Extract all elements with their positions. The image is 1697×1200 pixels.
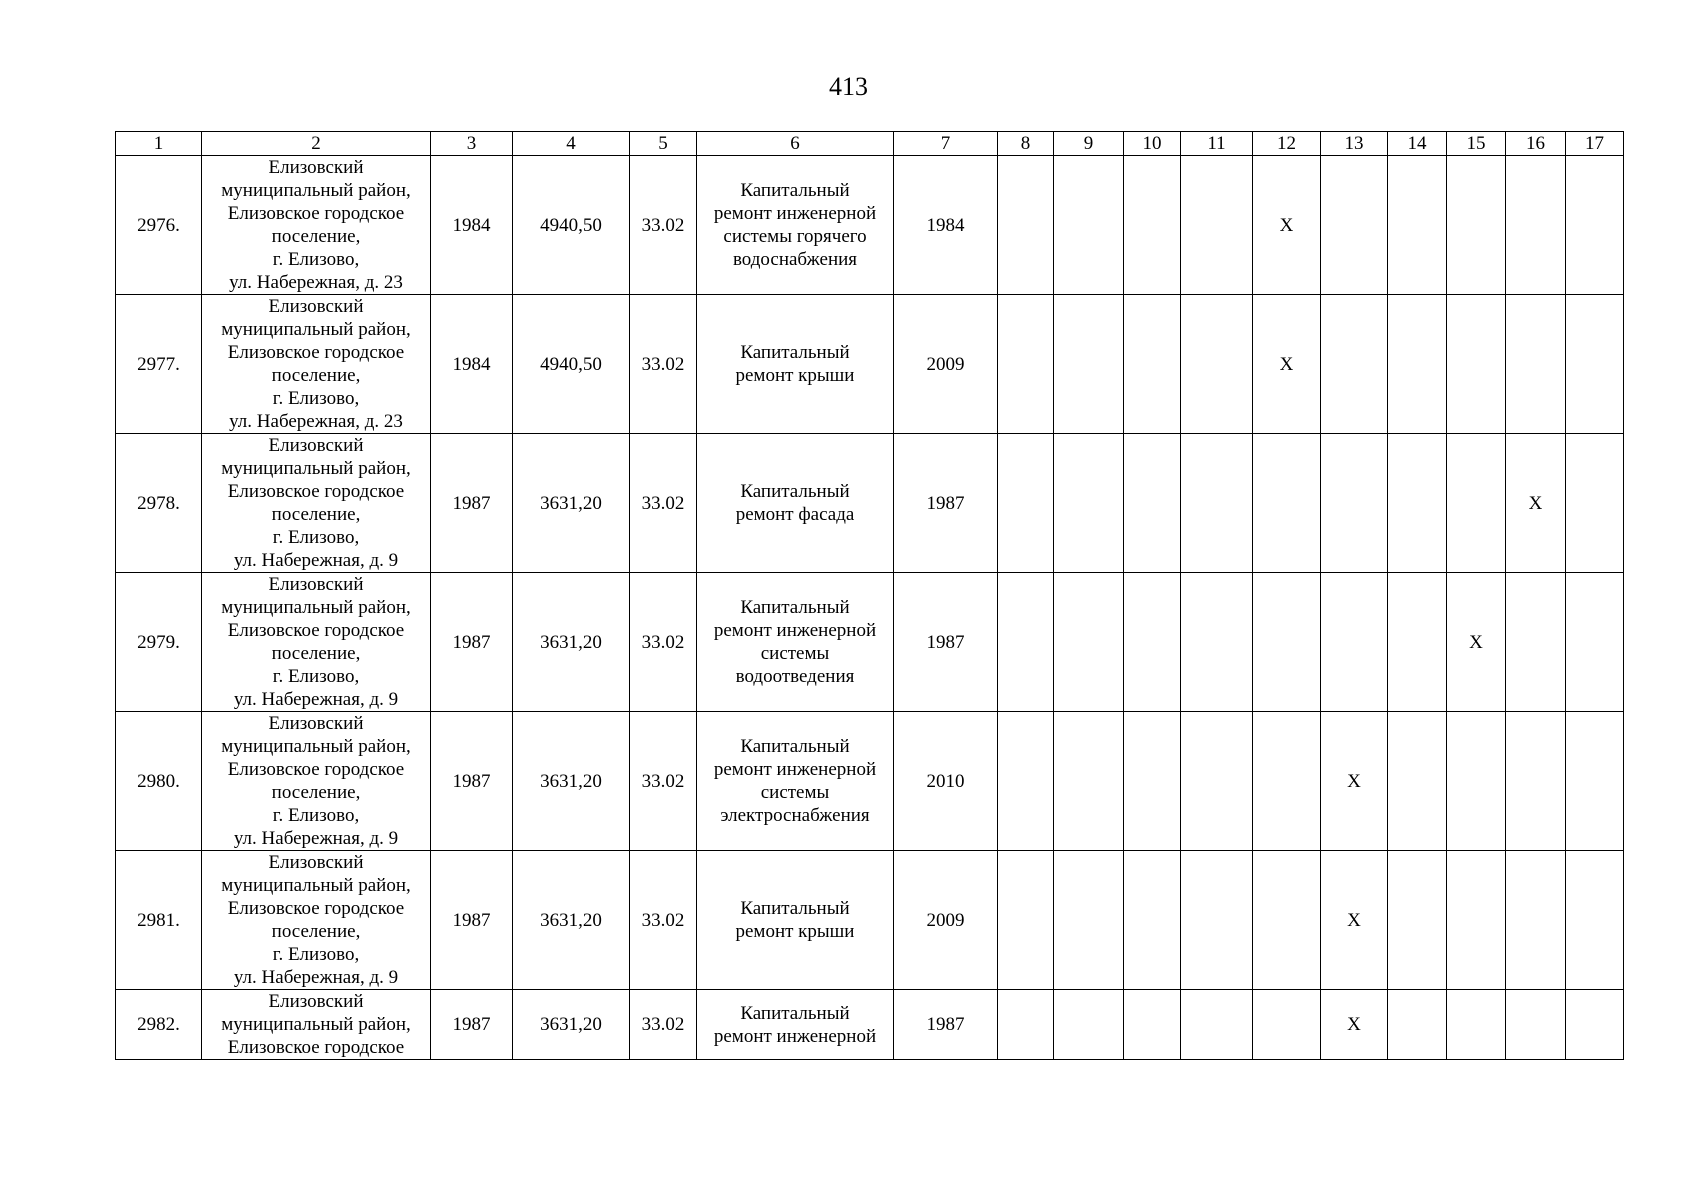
- code-cell: 33.02: [630, 434, 697, 573]
- work-type-cell: [697, 434, 894, 573]
- period-mark-cell-10: [1124, 295, 1181, 434]
- work-type-line: ремонт инженерной: [713, 620, 877, 641]
- commission-year-cell: 1987: [431, 990, 513, 1060]
- address-line: г. Елизово,: [272, 388, 360, 409]
- table-row: [116, 573, 1624, 712]
- period-mark-cell-17: [1566, 851, 1624, 990]
- period-mark-cell-11: [1181, 573, 1253, 712]
- row-number-cell: 2979.: [116, 573, 202, 712]
- row-number-cell: 2978.: [116, 434, 202, 573]
- code-cell: 33.02: [630, 295, 697, 434]
- address-cell: [202, 712, 431, 851]
- period-mark-cell-10: [1124, 434, 1181, 573]
- work-type-line: Капитальный: [740, 180, 850, 201]
- work-type-line: системы горячего: [723, 226, 867, 247]
- address-line: г. Елизово,: [272, 249, 360, 270]
- area-cell: 4940,50: [513, 156, 630, 295]
- table-row: [116, 156, 1624, 295]
- address-line: поселение,: [271, 226, 361, 247]
- period-mark-cell-11: [1181, 990, 1253, 1060]
- column-header-16: 16: [1506, 132, 1566, 156]
- period-mark-cell-8: [998, 990, 1054, 1060]
- work-type-line: водоснабжения: [732, 249, 858, 270]
- row-number-cell: 2976.: [116, 156, 202, 295]
- address-line: ул. Набережная, д. 9: [233, 967, 399, 988]
- code-cell: 33.02: [630, 851, 697, 990]
- table-header: [116, 132, 1624, 156]
- period-mark-cell-12: [1253, 434, 1321, 573]
- period-mark-cell-17: [1566, 990, 1624, 1060]
- table-body: [116, 156, 1624, 1060]
- period-mark-cell-16: [1506, 851, 1566, 990]
- address-line: ул. Набережная, д. 9: [233, 550, 399, 571]
- area-cell: 3631,20: [513, 712, 630, 851]
- address-line: г. Елизово,: [272, 666, 360, 687]
- period-mark-cell-17: [1566, 434, 1624, 573]
- period-mark-cell-10: [1124, 573, 1181, 712]
- column-header-8: 8: [998, 132, 1054, 156]
- table-row: [116, 295, 1624, 434]
- address-line: Елизовский: [268, 296, 364, 317]
- address-line: ул. Набережная, д. 23: [229, 411, 403, 432]
- last-repair-year-cell: 1987: [894, 990, 998, 1060]
- period-mark-cell-10: [1124, 712, 1181, 851]
- work-type-line: Капитальный: [740, 597, 850, 618]
- address-line: Елизовский: [268, 574, 364, 595]
- commission-year-cell: 1987: [431, 851, 513, 990]
- period-mark-cell-16: [1506, 990, 1566, 1060]
- last-repair-year-cell: 1987: [894, 573, 998, 712]
- row-number-cell: 2977.: [116, 295, 202, 434]
- area-cell: 3631,20: [513, 851, 630, 990]
- column-header-6: 6: [697, 132, 894, 156]
- period-mark-cell-14: [1388, 295, 1447, 434]
- period-mark-cell-12: X: [1253, 295, 1321, 434]
- area-cell: 3631,20: [513, 990, 630, 1060]
- column-header-2: 2: [202, 132, 431, 156]
- column-header-12: 12: [1253, 132, 1321, 156]
- last-repair-year-cell: 2010: [894, 712, 998, 851]
- address-line: муниципальный район,: [221, 180, 411, 201]
- address-line: ул. Набережная, д. 9: [233, 828, 399, 849]
- period-mark-cell-17: [1566, 295, 1624, 434]
- address-cell: [202, 990, 431, 1060]
- period-mark-cell-15: [1447, 295, 1506, 434]
- column-header-13: 13: [1321, 132, 1388, 156]
- work-type-cell: [697, 851, 894, 990]
- address-line: поселение,: [271, 643, 361, 664]
- column-header-3: 3: [431, 132, 513, 156]
- work-type-line: системы: [760, 782, 830, 803]
- work-type-cell: [697, 295, 894, 434]
- period-mark-cell-13: X: [1321, 712, 1388, 851]
- column-header-1: 1: [116, 132, 202, 156]
- period-mark-cell-9: [1054, 851, 1124, 990]
- period-mark-cell-13: [1321, 156, 1388, 295]
- address-line: Елизовское городское: [227, 759, 405, 780]
- work-type-line: ремонт фасада: [735, 504, 855, 525]
- row-number-cell: 2982.: [116, 990, 202, 1060]
- address-line: Елизовский: [268, 157, 364, 178]
- period-mark-cell-8: [998, 295, 1054, 434]
- period-mark-cell-11: [1181, 851, 1253, 990]
- period-mark-cell-15: X: [1447, 573, 1506, 712]
- column-header-7: 7: [894, 132, 998, 156]
- repair-register-table: [115, 131, 1624, 1060]
- period-mark-cell-9: [1054, 573, 1124, 712]
- code-cell: 33.02: [630, 573, 697, 712]
- work-type-cell: [697, 712, 894, 851]
- area-cell: 3631,20: [513, 434, 630, 573]
- address-line: ул. Набережная, д. 23: [229, 272, 403, 293]
- address-line: Елизовский: [268, 713, 364, 734]
- period-mark-cell-14: [1388, 156, 1447, 295]
- work-type-line: ремонт крыши: [735, 921, 855, 942]
- period-mark-cell-9: [1054, 156, 1124, 295]
- table-row: [116, 990, 1624, 1060]
- period-mark-cell-8: [998, 851, 1054, 990]
- period-mark-cell-15: [1447, 990, 1506, 1060]
- address-cell: [202, 851, 431, 990]
- period-mark-cell-14: [1388, 851, 1447, 990]
- period-mark-cell-16: [1506, 156, 1566, 295]
- period-mark-cell-17: [1566, 573, 1624, 712]
- address-line: поселение,: [271, 365, 361, 386]
- period-mark-cell-8: [998, 434, 1054, 573]
- row-number-cell: 2981.: [116, 851, 202, 990]
- period-mark-cell-14: [1388, 434, 1447, 573]
- work-type-cell: [697, 990, 894, 1060]
- period-mark-cell-14: [1388, 990, 1447, 1060]
- address-cell: [202, 573, 431, 712]
- address-line: Елизовский: [268, 852, 364, 873]
- address-line: поселение,: [271, 921, 361, 942]
- period-mark-cell-8: [998, 573, 1054, 712]
- address-line: муниципальный район,: [221, 1014, 411, 1035]
- work-type-line: водоотведения: [735, 666, 855, 687]
- row-number-cell: 2980.: [116, 712, 202, 851]
- column-header-5: 5: [630, 132, 697, 156]
- work-type-line: Капитальный: [740, 898, 850, 919]
- period-mark-cell-11: [1181, 712, 1253, 851]
- period-mark-cell-17: [1566, 712, 1624, 851]
- commission-year-cell: 1987: [431, 434, 513, 573]
- period-mark-cell-15: [1447, 851, 1506, 990]
- column-number-row: [116, 132, 1624, 156]
- commission-year-cell: 1987: [431, 712, 513, 851]
- period-mark-cell-10: [1124, 851, 1181, 990]
- last-repair-year-cell: 1984: [894, 156, 998, 295]
- address-line: Елизовский: [268, 991, 364, 1012]
- period-mark-cell-12: [1253, 712, 1321, 851]
- code-cell: 33.02: [630, 712, 697, 851]
- address-line: Елизовский: [268, 435, 364, 456]
- address-line: Елизовское городское: [227, 342, 405, 363]
- table-row: [116, 851, 1624, 990]
- code-cell: 33.02: [630, 990, 697, 1060]
- period-mark-cell-15: [1447, 156, 1506, 295]
- column-header-10: 10: [1124, 132, 1181, 156]
- period-mark-cell-12: X: [1253, 156, 1321, 295]
- period-mark-cell-9: [1054, 434, 1124, 573]
- work-type-line: системы: [760, 643, 830, 664]
- address-line: г. Елизово,: [272, 527, 360, 548]
- last-repair-year-cell: 1987: [894, 434, 998, 573]
- period-mark-cell-13: [1321, 434, 1388, 573]
- period-mark-cell-15: [1447, 712, 1506, 851]
- period-mark-cell-13: X: [1321, 851, 1388, 990]
- period-mark-cell-15: [1447, 434, 1506, 573]
- area-cell: 3631,20: [513, 573, 630, 712]
- address-line: муниципальный район,: [221, 736, 411, 757]
- period-mark-cell-12: [1253, 573, 1321, 712]
- period-mark-cell-8: [998, 712, 1054, 851]
- column-header-9: 9: [1054, 132, 1124, 156]
- period-mark-cell-16: [1506, 573, 1566, 712]
- area-cell: 4940,50: [513, 295, 630, 434]
- work-type-line: ремонт инженерной: [713, 1025, 877, 1047]
- address-line: муниципальный район,: [221, 458, 411, 479]
- period-mark-cell-16: [1506, 712, 1566, 851]
- code-cell: 33.02: [630, 156, 697, 295]
- period-mark-cell-11: [1181, 434, 1253, 573]
- address-line: Елизовское городское: [227, 203, 405, 224]
- period-mark-cell-14: [1388, 712, 1447, 851]
- commission-year-cell: 1987: [431, 573, 513, 712]
- period-mark-cell-14: [1388, 573, 1447, 712]
- address-line: муниципальный район,: [221, 597, 411, 618]
- work-type-line: Капитальный: [740, 736, 850, 757]
- address-cell: [202, 156, 431, 295]
- address-line: г. Елизово,: [272, 805, 360, 826]
- address-cell: [202, 434, 431, 573]
- address-line: муниципальный район,: [221, 319, 411, 340]
- address-line: поселение,: [271, 782, 361, 803]
- address-cell: [202, 295, 431, 434]
- address-line: г. Елизово,: [272, 944, 360, 965]
- work-type-line: Капитальный: [740, 342, 850, 363]
- period-mark-cell-12: [1253, 990, 1321, 1060]
- period-mark-cell-10: [1124, 156, 1181, 295]
- work-type-cell: [697, 573, 894, 712]
- column-header-4: 4: [513, 132, 630, 156]
- period-mark-cell-13: [1321, 295, 1388, 434]
- work-type-line: электроснабжения: [720, 805, 870, 826]
- period-mark-cell-9: [1054, 712, 1124, 851]
- period-mark-cell-16: X: [1506, 434, 1566, 573]
- work-type-line: Капитальный: [740, 481, 850, 502]
- period-mark-cell-13: X: [1321, 990, 1388, 1060]
- address-line: Елизовское городское: [227, 1037, 405, 1058]
- period-mark-cell-10: [1124, 990, 1181, 1060]
- table-row: [116, 712, 1624, 851]
- column-header-11: 11: [1181, 132, 1253, 156]
- address-line: Елизовское городское: [227, 620, 405, 641]
- period-mark-cell-9: [1054, 990, 1124, 1060]
- column-header-15: 15: [1447, 132, 1506, 156]
- address-line: Елизовское городское: [227, 481, 405, 502]
- table-row: [116, 434, 1624, 573]
- commission-year-cell: 1984: [431, 156, 513, 295]
- period-mark-cell-16: [1506, 295, 1566, 434]
- period-mark-cell-11: [1181, 156, 1253, 295]
- page-number: 413: [829, 72, 868, 101]
- last-repair-year-cell: 2009: [894, 295, 998, 434]
- period-mark-cell-13: [1321, 573, 1388, 712]
- work-type-line: ремонт инженерной: [713, 759, 877, 780]
- period-mark-cell-9: [1054, 295, 1124, 434]
- address-line: муниципальный район,: [221, 875, 411, 896]
- address-line: поселение,: [271, 504, 361, 525]
- work-type-cell: [697, 156, 894, 295]
- period-mark-cell-17: [1566, 156, 1624, 295]
- work-type-line: ремонт крыши: [735, 365, 855, 386]
- last-repair-year-cell: 2009: [894, 851, 998, 990]
- period-mark-cell-11: [1181, 295, 1253, 434]
- work-type-line: Капитальный: [740, 1002, 850, 1024]
- commission-year-cell: 1984: [431, 295, 513, 434]
- address-line: ул. Набережная, д. 9: [233, 689, 399, 710]
- period-mark-cell-8: [998, 156, 1054, 295]
- column-header-17: 17: [1566, 132, 1624, 156]
- work-type-line: ремонт инженерной: [713, 203, 877, 224]
- period-mark-cell-12: [1253, 851, 1321, 990]
- address-line: Елизовское городское: [227, 898, 405, 919]
- column-header-14: 14: [1388, 132, 1447, 156]
